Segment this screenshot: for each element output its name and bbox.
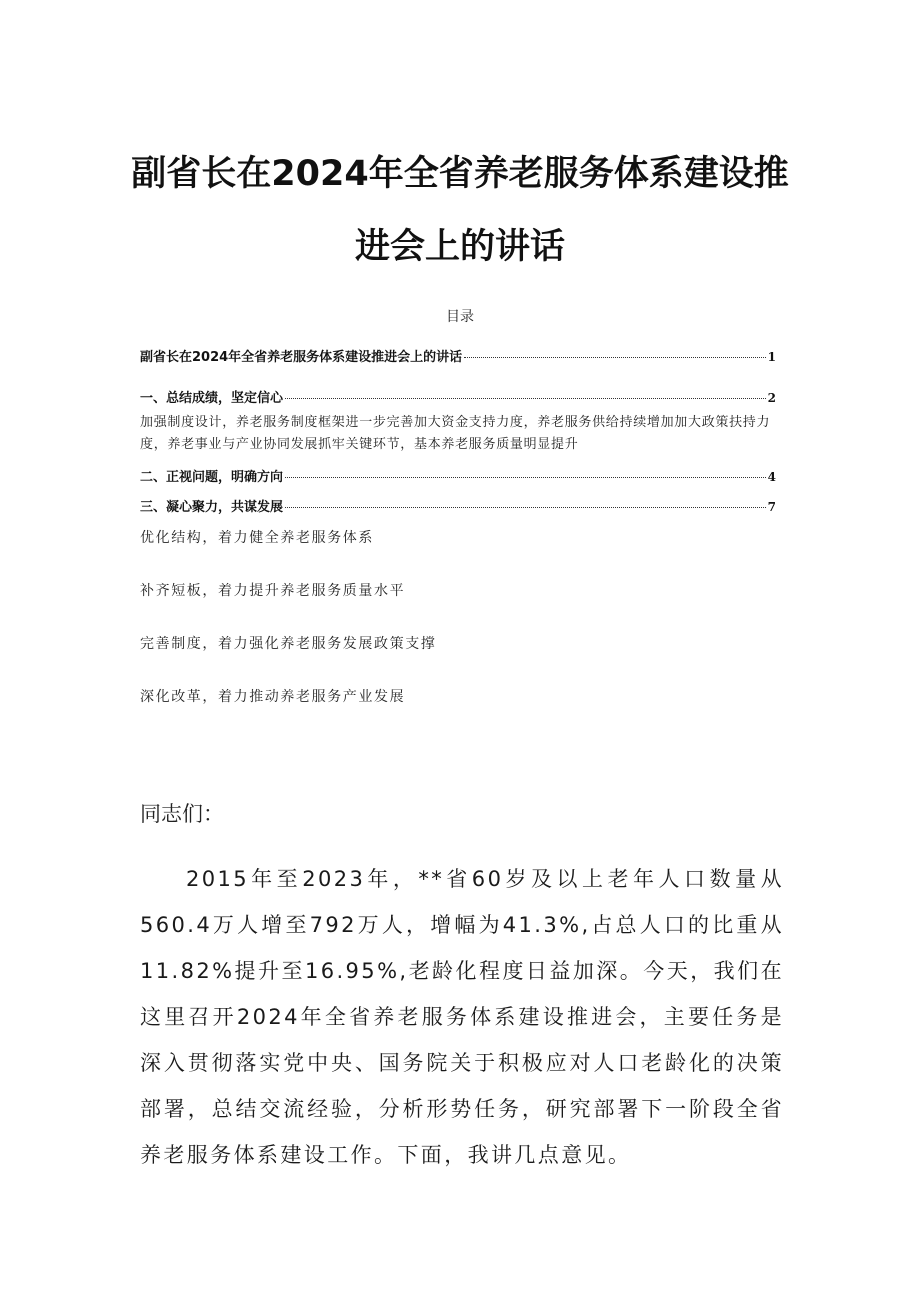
toc-entry[interactable] xyxy=(140,346,776,365)
toc-heading: 目录 xyxy=(446,309,474,325)
toc-leader-dots xyxy=(464,357,765,358)
toc-leader-dots xyxy=(285,507,766,508)
toc-entry[interactable] xyxy=(140,496,776,515)
toc-entry-label: 副省长在2024年全省养老服务体系建设推进会上的讲话 xyxy=(140,350,463,365)
speech-paragraph: 2015年至2023年，**省60岁及以上老年人口数量从560.4万人增至792万人，增幅为41.3%,占总人口的比重从11.82%提升至16.95%,老龄化程度日益加深。今天，我们在这里召开2024年全省养老服务体系建设推进会，主要任务是深入贯彻落实党中央、国务院关于积极应对人口老龄化的决策部署，总结交流经验，分析形势任务，研究部署下一阶段全省养老服务体系建设工作。下面，我讲几点意见。 xyxy=(140,867,784,1167)
toc-subitem[interactable]: 深化改革，着力推动养老服务产业发展 xyxy=(140,689,406,705)
toc-entry-page: 2 xyxy=(767,391,776,405)
toc-subitem[interactable]: 优化结构，着力健全养老服务体系 xyxy=(140,530,374,546)
toc-subitem[interactable]: 补齐短板，着力提升养老服务质量水平 xyxy=(140,583,406,599)
document-title-line-2: 进会上的讲话 xyxy=(354,227,565,267)
document-title-line-1: 副省长在2024年全省养老服务体系建设推 xyxy=(131,154,789,194)
toc-subsection-text: 加强制度设计，养老服务制度框架进一步完善加大资金支持力度，养老服务供给持续增加加大政策扶持力度，养老事业与产业协同发展抓牢关键环节，基本养老服务质量明显提升 xyxy=(140,415,771,452)
toc-entry-page: 7 xyxy=(767,500,776,514)
toc-entry-page: 4 xyxy=(767,470,776,484)
toc-leader-dots xyxy=(285,398,766,399)
toc-entry-label: 三、凝心聚力，共谋发展 xyxy=(140,500,284,515)
toc-entry[interactable] xyxy=(140,466,776,485)
toc-entry[interactable] xyxy=(140,387,776,406)
toc-subitem[interactable]: 完善制度，着力强化养老服务发展政策支撑 xyxy=(140,636,437,652)
toc-leader-dots xyxy=(285,477,766,478)
toc-entry-label: 二、正视问题，明确方向 xyxy=(140,470,284,485)
toc-entry-label: 一、总结成绩，坚定信心 xyxy=(140,391,284,406)
toc-entry-page: 1 xyxy=(767,350,776,364)
speech-greeting: 同志们： xyxy=(140,802,224,826)
